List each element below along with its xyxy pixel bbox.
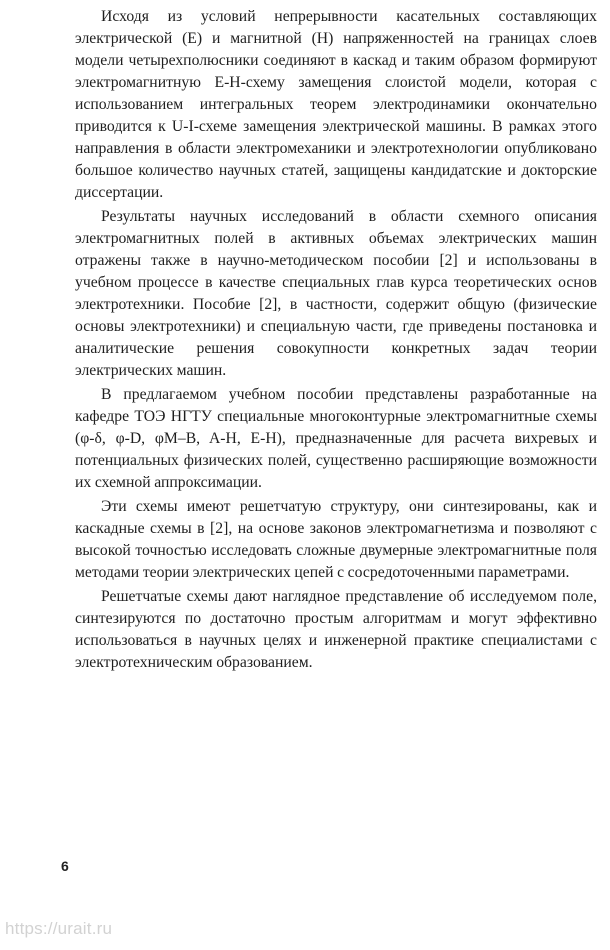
source-watermark: https://urait.ru: [5, 919, 113, 938]
paragraph-1: Исходя из условий непрерывности касательных составляющих электрической (E) и магнитной (H) напряженностей на границах слоев модели четырехполюсники соединяют в каскад и таким образом формируют электромагнитную E-H-схему замещения слоистой модели, которая с использованием интегральных теорем электродинамики окончательно приводится к U-I-схеме замещения электрической машины. В рамках этого направления в области электромеханики и электротехнологии опубликовано большое количество научных статей, защищены кандидатские и докторские диссертации.: [75, 8, 597, 201]
paragraph-5: Решетчатые схемы дают наглядное представление об исследуемом поле, синтезируются по достаточно простым алгоритмам и могут эффективно использоваться в научных целях и инженерной практике специалистами с электротехническим образованием.: [75, 588, 597, 671]
paragraph-4: Эти схемы имеют решетчатую структуру, они синтезированы, как и каскадные схемы в [2], на основе законов электромагнетизма и позволяют с высокой точностью исследовать сложные двумерные электромагнитные поля методами теории электрических цепей с сосредоточенными параметрами.: [75, 498, 597, 581]
page-number: 6: [61, 858, 69, 874]
paragraph-2: Результаты научных исследований в области схемного описания электромагнитных полей в активных объемах электрических машин отражены также в научно-методическом пособии [2] и использованы в учебном процессе в качестве специальных глав курса теоретических основ электротехники. Пособие [2], в частности, содержит общую (физические основы электротехники) и специальную части, где приведены постановка и аналитические решения совокупности конкретных задач теории электрических машин.: [75, 208, 597, 379]
page-body: [75, 6, 597, 674]
paragraph-3: В предлагаемом учебном пособии представлены разработанные на кафедре ТОЭ НГТУ специальные многоконтурные электромагнитные схемы (φ-δ, φ-D, φM–B, A-H, E-H), предназначенные для расчета вихревых и потенциальных физических полей, существенно расширяющие возможности их схемной аппроксимации.: [75, 386, 597, 491]
